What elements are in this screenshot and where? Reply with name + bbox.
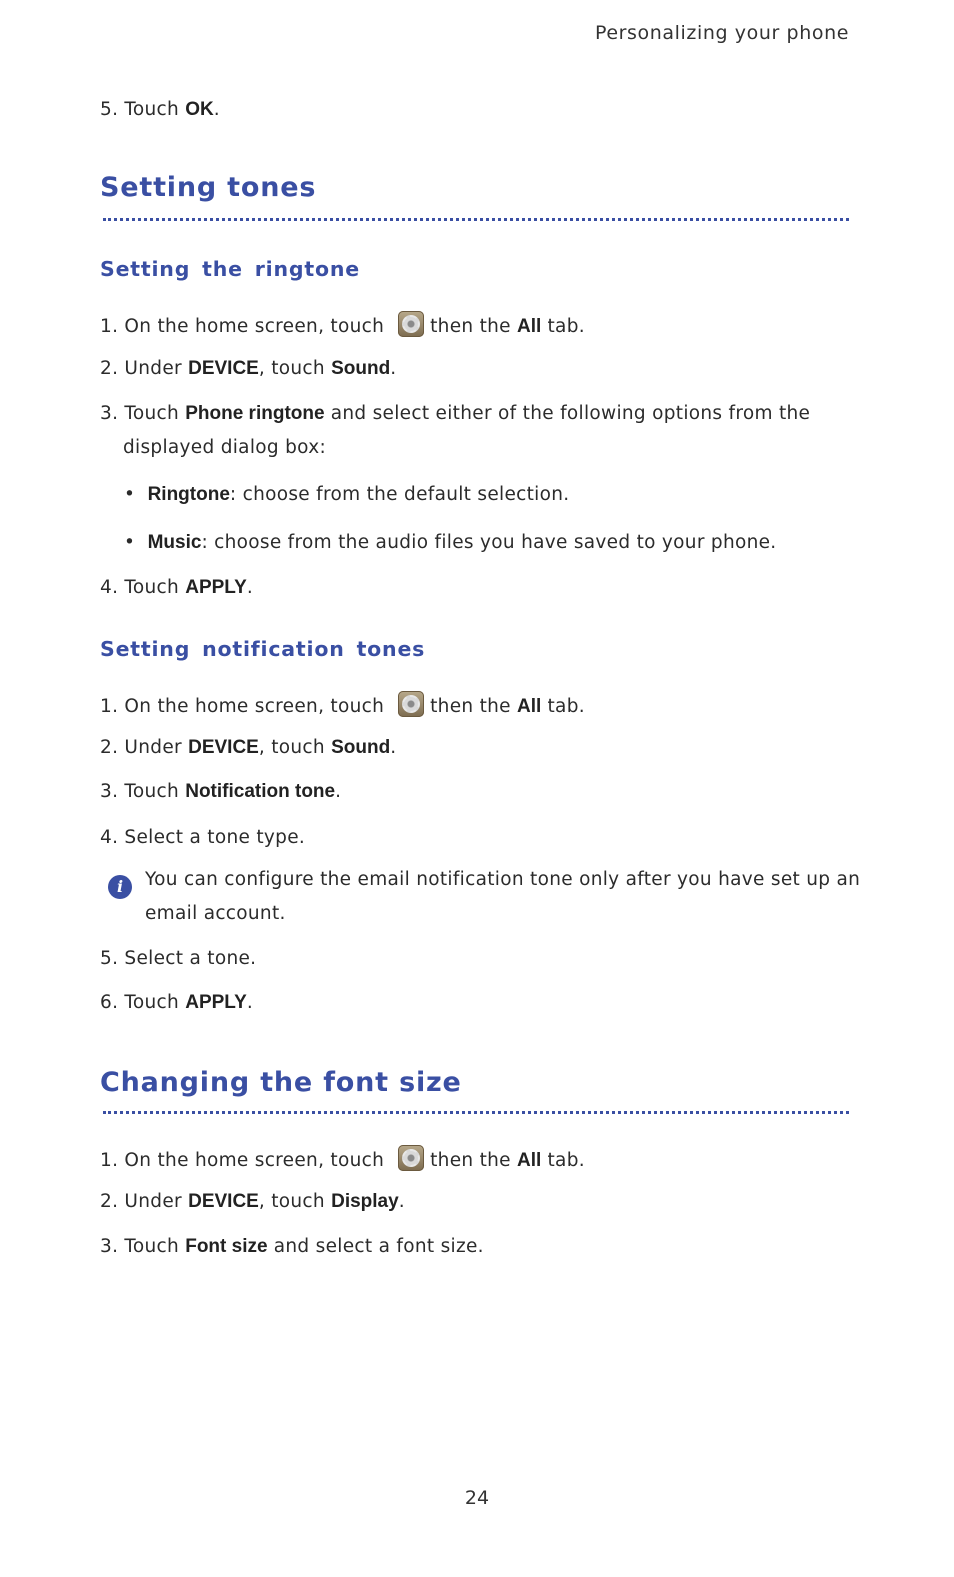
notification-step-1: 1. On the home screen, touch then the All tab. bbox=[100, 691, 585, 719]
note-line-2: email account. bbox=[145, 903, 286, 924]
note-line-1: You can configure the email notification tone only after you have set up an bbox=[145, 869, 861, 890]
section-divider bbox=[103, 218, 849, 221]
notification-step-2: 2. Under DEVICE, touch Sound. bbox=[100, 737, 397, 758]
info-icon: i bbox=[108, 875, 132, 899]
bullet-ringtone: • Ringtone: choose from the default selection. bbox=[124, 484, 570, 505]
notification-step-3: 3. Touch Notification tone. bbox=[100, 781, 342, 802]
running-header: Personalizing your phone bbox=[594, 22, 849, 44]
settings-gear-icon bbox=[398, 691, 424, 717]
subsection-title-ringtone: Setting the ringtone bbox=[100, 257, 360, 281]
page-number: 24 bbox=[464, 1487, 490, 1509]
ringtone-step-4: 4. Touch APPLY. bbox=[100, 577, 254, 598]
subsection-title-notification: Setting notification tones bbox=[100, 637, 426, 661]
intro-step-5: 5. Touch OK. bbox=[100, 99, 220, 120]
bullet-music: • Music: choose from the audio files you have saved to your phone. bbox=[124, 532, 777, 553]
font-step-3: 3. Touch Font size and select a font size. bbox=[100, 1236, 484, 1257]
bullet-icon: • bbox=[124, 532, 148, 553]
ringtone-step-1: 1. On the home screen, touch then the All tab. bbox=[100, 311, 585, 339]
bullet-icon: • bbox=[124, 484, 148, 505]
section-title-font-size: Changing the font size bbox=[100, 1067, 462, 1098]
settings-gear-icon bbox=[398, 1145, 424, 1171]
ringtone-step-2: 2. Under DEVICE, touch Sound. bbox=[100, 358, 397, 379]
notification-step-4: 4. Select a tone type. bbox=[100, 827, 306, 848]
section-divider bbox=[103, 1111, 849, 1114]
ringtone-step-3-cont: displayed dialog box: bbox=[123, 437, 326, 458]
font-step-2: 2. Under DEVICE, touch Display. bbox=[100, 1191, 405, 1212]
ringtone-step-3: 3. Touch Phone ringtone and select either of the following options from the bbox=[100, 403, 811, 424]
font-step-1: 1. On the home screen, touch then the All tab. bbox=[100, 1145, 585, 1173]
notification-step-6: 6. Touch APPLY. bbox=[100, 992, 254, 1013]
notification-step-5: 5. Select a tone. bbox=[100, 948, 257, 969]
section-title-setting-tones: Setting tones bbox=[100, 172, 317, 203]
settings-gear-icon bbox=[398, 311, 424, 337]
